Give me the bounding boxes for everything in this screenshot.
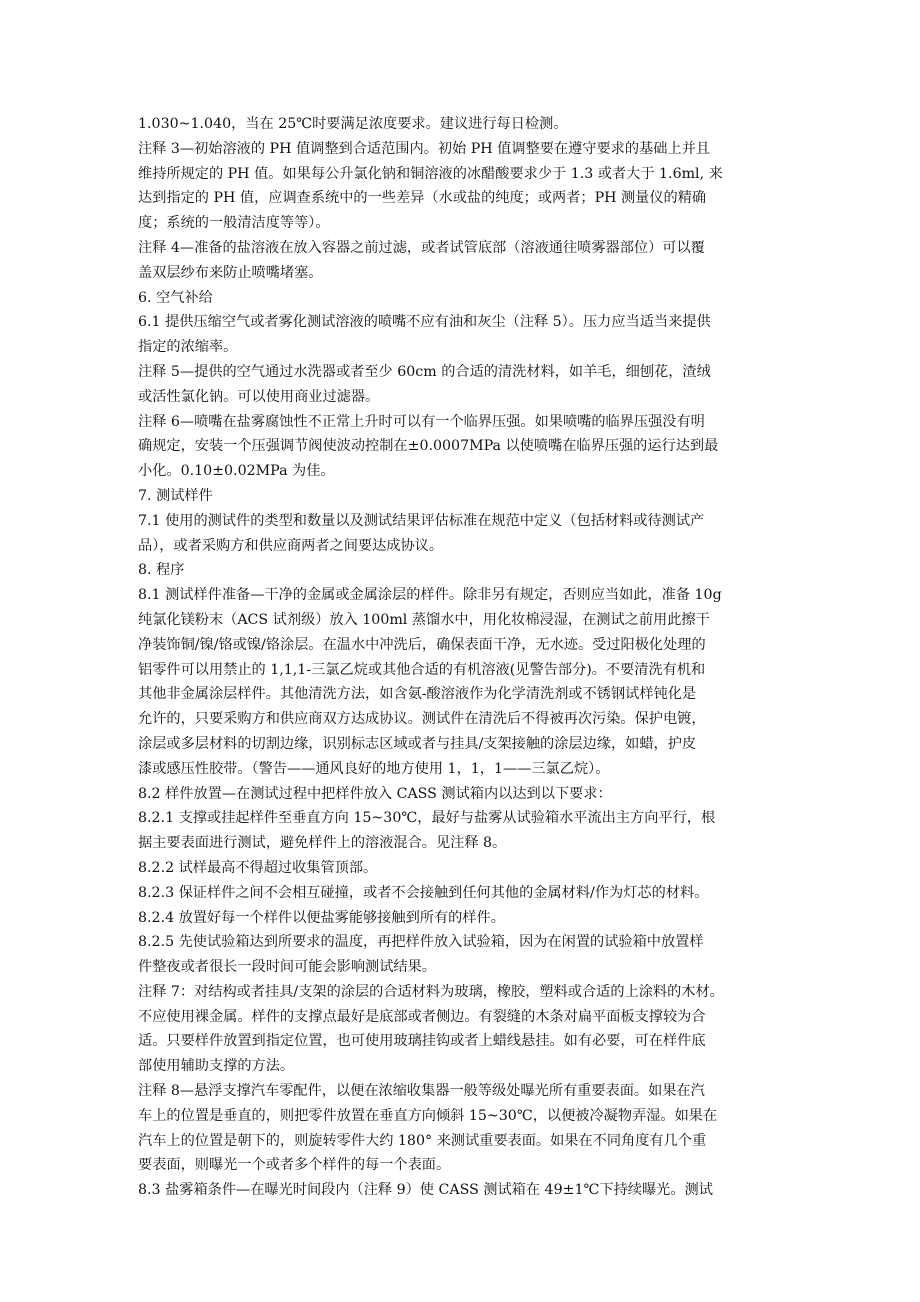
text-line: 净装饰铜/镍/铬或镍/铬涂层。在温水中冲洗后，确保表面干净，无水迹。受过阳极化处理的 <box>138 636 706 653</box>
text-line: 部使用辅助支撑的方法。 <box>138 1058 295 1075</box>
text-line: 车上的位置是垂直的，则把零件放置在垂直方向倾斜 15~30℃，以便被冷凝物弄湿。如果在 <box>138 1107 718 1124</box>
text-line: 其他非金属涂层样件。其他清洗方法，如含氨-酸溶液作为化学清洗剂或不锈钢试样钝化是 <box>138 686 697 703</box>
text-line: 铝零件可以用禁止的 1,1,1-三氯乙烷或其他合适的有机溶液(见警告部分)。不要清洗有机和 <box>138 661 706 678</box>
text-line: 7.1 使用的测试件的类型和数量以及测试结果评估标准在规范中定义（包括材料或待测试产 <box>138 512 705 529</box>
text-line: 漆或感压性胶带。（警告——通风良好的地方使用 1，1，1——三氯乙烷）。 <box>138 760 610 777</box>
text-line: 涂层或多层材料的切割边缘，识别标志区域或者与挂具/支架接触的涂层边缘，如蜡，护皮 <box>138 735 697 752</box>
text-line: 维持所规定的 PH 值。如果每公升氯化钠和铜溶液的冰醋酸要求少于 1.3 或者大于 1.6ml, 来 <box>138 165 723 182</box>
text-line: 汽车上的位置是朝下的，则旋转零件大约 180° 来测试重要表面。如果在不同角度有几个重 <box>138 1132 707 1149</box>
text-line: 8.3 盐雾箱条件—在曝光时间段内（注释 9）使 CASS 测试箱在 49±1℃下持续曝光。测试 <box>138 1182 713 1199</box>
text-line: 注释 7：对结构或者挂具/支架的涂层的合适材料为玻璃，橡胶，塑料或合适的上涂料的木材。 <box>138 983 724 1000</box>
text-line: 8.2.3 保证样件之间不会相互碰撞，或者不会接触到任何其他的金属材料/作为灯芯的材料。 <box>138 884 709 901</box>
text-line: 注释 6—喷嘴在盐雾腐蚀性不正常上升时可以有一个临界压强。如果喷嘴的临界压强没有明 <box>138 413 705 430</box>
text-line: 达到指定的 PH 值，应调查系统中的一些差异（水或盐的纯度；或两者；PH 测量仪的精确 <box>138 190 707 207</box>
text-line: 允许的，只要采购方和供应商双方达成协议。测试件在清洗后不得被再次污染。保护电镀， <box>138 711 706 728</box>
document-body <box>138 112 788 1203</box>
text-line: 指定的浓缩率。 <box>138 339 238 356</box>
text-line: 8.2.5 先使试验箱达到所要求的温度，再把样件放入试验箱，因为在闲置的试验箱中放置样 <box>138 934 704 951</box>
text-line: 小化。0.10±0.02MPa 为佳。 <box>138 463 335 480</box>
text-line: 6. 空气补给 <box>138 289 213 306</box>
text-line: 品），或者采购方和供应商两者之间要达成协议。 <box>138 537 444 554</box>
text-line: 8. 程序 <box>138 562 185 579</box>
text-line: 1.030~1.040，当在 25℃时要满足浓度要求。建议进行每日检测。 <box>138 116 568 132</box>
text-line: 或活性氯化钠。可以使用商业过滤器。 <box>138 388 380 405</box>
text-line: 要表面，则曝光一个或者多个样件的每一个表面。 <box>138 1157 451 1174</box>
text-line: 8.2.2 试样最高不得超过收集管顶部。 <box>138 859 378 876</box>
text-line: 件整夜或者很长一段时间可能会影响测试结果。 <box>138 959 436 976</box>
text-line: 不应使用裸金属。样件的支撑点最好是底部或者侧边。有裂缝的木条对扁平面板支撑较为合 <box>138 1008 706 1025</box>
text-line: 8.2.1 支撑或挂起样件至垂直方向 15~30℃，最好与盐雾从试验箱水平流出主方向平行，根 <box>138 810 716 827</box>
text-line: 盖双层纱布来防止喷嘴堵塞。 <box>138 264 323 281</box>
text-line: 度；系统的一般清洁度等等）。 <box>138 215 330 232</box>
text-line: 8.2 样件放置—在测试过程中把样件放入 CASS 测试箱内以达到以下要求： <box>138 785 612 802</box>
text-line: 纯氯化镁粉末（ACS 试剂级）放入 100ml 蒸馏水中，用化妆棉浸湿，在测试之前用此擦干 <box>138 611 710 628</box>
text-line: 8.1 测试样件准备—干净的金属或金属涂层的样件。除非另有规定，否则应当如此，准备 10g <box>138 587 722 604</box>
text-line: 注释 5—提供的空气通过水洗器或者至少 60cm 的合适的清洗材料，如羊毛，细刨花，渣绒 <box>138 363 711 380</box>
text-line: 注释 4—准备的盐溶液在放入容器之前过滤，或者试管底部（溶液通往喷雾器部位）可以覆 <box>138 239 705 256</box>
text-line: 7. 测试样件 <box>138 487 213 504</box>
text-line: 6.1 提供压缩空气或者雾化测试溶液的喷嘴不应有油和灰尘（注释 5）。压力应当适当来提供 <box>138 314 711 331</box>
text-line: 注释 8—悬浮支撑汽车零配件，以便在浓缩收集器一般等级处曝光所有重要表面。如果在汽 <box>138 1083 705 1100</box>
text-line: 适。只要样件放置到指定位置，也可使用玻璃挂钩或者上蜡线悬挂。如有必要，可在样件底 <box>138 1033 706 1050</box>
text-line: 8.2.4 放置好每一个样件以便盐雾能够接触到所有的样件。 <box>138 909 505 926</box>
text-line: 注释 3—初始溶液的 PH 值调整到合适范围内。初始 PH 值调整要在遵守要求的基础上并且 <box>138 140 710 157</box>
text-line: 据主要表面进行测试，避免样件上的溶液混合。见注释 8。 <box>138 835 507 852</box>
text-line: 确规定，安装一个压强调节阀使波动控制在±0.0007MPa 以使喷嘴在临界压强的运行达到最 <box>138 438 719 455</box>
